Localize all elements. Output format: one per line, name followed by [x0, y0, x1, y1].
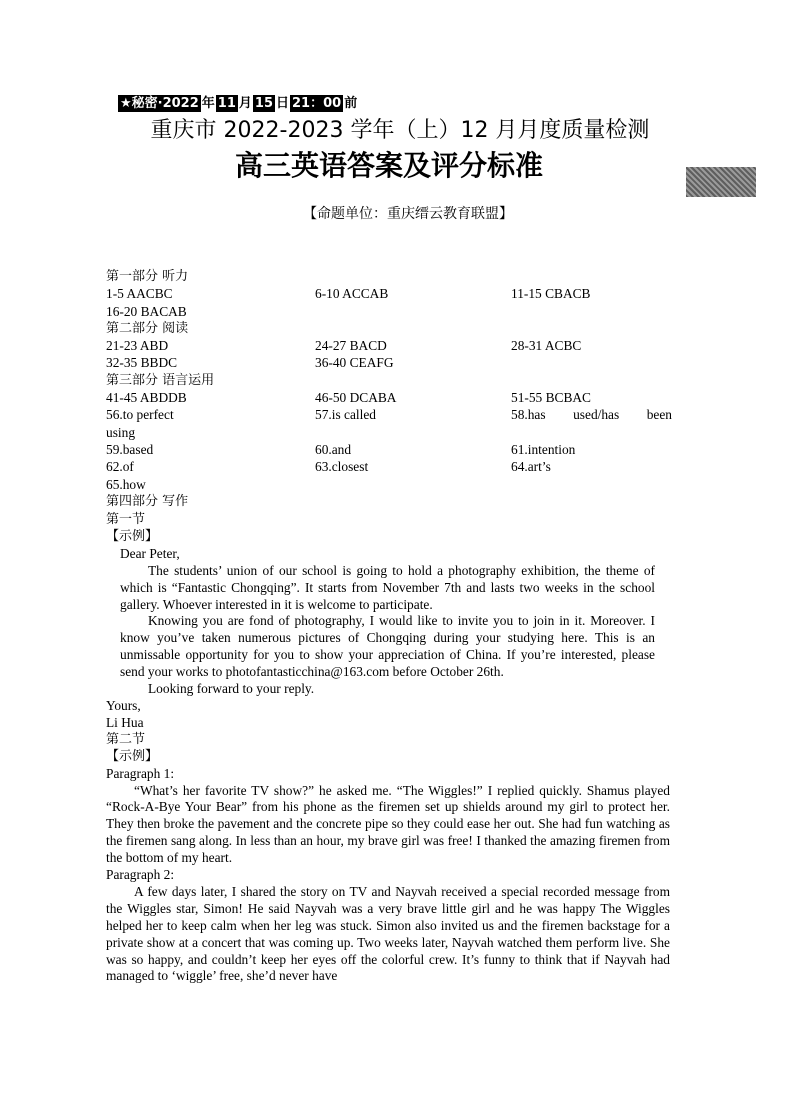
- answer-cell: 61.intention: [511, 441, 576, 457]
- letter-closing: Yours,: [106, 697, 141, 713]
- document-title: 高三英语答案及评分标准: [234, 149, 543, 182]
- answer-cell: 62.of: [106, 459, 134, 475]
- answer-word: 58.has: [511, 407, 546, 423]
- subsection-heading: 第一节: [106, 512, 146, 527]
- answer-cell: 21-23 ABD: [106, 338, 169, 354]
- confidential-part: 月: [238, 96, 252, 111]
- answer-cell: 65.how: [106, 476, 146, 492]
- sample-letter: [106, 546, 670, 698]
- answer-row: [106, 303, 672, 320]
- subsection-heading: 第二节: [106, 731, 146, 747]
- section-heading: 第二部分 阅读: [106, 320, 189, 336]
- story-paragraph: A few days later, I shared the story on TV and Nayvah received a special recorded message from the Wiggles star, Simon! He said Nayvah was a very brave little girl and he was happy The Wiggles helped her to keep calm when her leg was stuck. Simon also invited us and the firemen backstage for a private show at a concert that was coming up. Two weeks later, Nayvah watched them perform live. She was so happy, and couldn’t keep her eyes off the colorful crew. It’s funny to think that if Nayvah had managed to ‘wiggle’ free, she’d never have: [106, 883, 670, 984]
- answer-cell: 64.art’s: [511, 459, 551, 475]
- answer-cell: 41-45 ABDDB: [106, 390, 187, 406]
- confidential-part: ★秘密·2022: [120, 96, 199, 111]
- answer-row: [106, 285, 672, 302]
- answer-cell: 11-15 CBACB: [511, 286, 591, 302]
- letter-salutation: Dear Peter,: [120, 545, 180, 561]
- answer-cell: 63.closest: [315, 459, 369, 475]
- story-paragraph: “What’s her favorite TV show?” he asked me. “The Wiggles!” I replied quickly. Shamus played “Rock-A-Bye Your Bear” from his phone as the firemen set up shields around my girl to protect her. They then broke the pavement and the concrete pipe so they could ease her out. She had fun watching as the firemen sang along. In less than an hour, my brave girl was free! I thanked the amazing firemen from the bottom of my heart.: [106, 782, 670, 866]
- answer-cell: 60.and: [315, 441, 352, 457]
- answer-cell: 32-35 BBDC: [106, 355, 178, 371]
- answer-cell: [511, 406, 672, 423]
- answer-word: been: [646, 407, 672, 423]
- answer-cell: 57.is called: [315, 407, 376, 423]
- letter-signature: Li Hua: [106, 714, 144, 730]
- answer-cell: 51-55 BCBAC: [511, 390, 591, 406]
- confidential-part: 日: [276, 96, 290, 111]
- watermark-stamp: [686, 167, 756, 197]
- confidential-part: 15: [254, 96, 273, 111]
- paragraph-label: Paragraph 2:: [106, 867, 175, 883]
- issuing-unit: 【命题单位：重庆缙云教育联盟】: [303, 206, 513, 222]
- confidential-part: 前: [344, 96, 358, 111]
- answer-row: [106, 337, 672, 354]
- answer-cell: 56.to perfect: [106, 407, 174, 423]
- answer-cell: 36-40 CEAFG: [315, 355, 394, 371]
- confidential-part: 11: [217, 96, 236, 111]
- answer-row: [106, 458, 672, 475]
- answer-cell: 16-20 BACAB: [106, 303, 187, 319]
- sample-label: 【示例】: [106, 528, 159, 544]
- confidential-part: 年: [201, 96, 215, 111]
- answer-row: [106, 354, 672, 371]
- answer-row: [106, 406, 672, 423]
- confidential-part: 21：00: [292, 96, 342, 111]
- confidential-notice: [118, 95, 358, 112]
- section-heading: 第三部分 语言运用: [106, 372, 215, 388]
- letter-paragraph: Knowing you are fond of photography, I would like to invite you to join in it. Moreover. I know you’ve taken numerous pictures of Chongqing during your studying here. This is an unmissable opportunity for you to show your appreciation of China. If you’re interested, please send your works to photofantasticchina@163.com before October 26th.: [120, 613, 655, 680]
- answer-row: [106, 389, 672, 406]
- paragraph-label: Paragraph 1:: [106, 765, 175, 781]
- answer-cell: 46-50 DCABA: [315, 390, 397, 406]
- answer-cell: 28-31 ACBC: [511, 338, 582, 354]
- answer-cell: 59.based: [106, 441, 154, 457]
- answer-cell: 1-5 AACBC: [106, 286, 173, 302]
- answer-key: [106, 268, 672, 510]
- answer-word: used/has: [573, 407, 620, 423]
- answer-wrap: using: [106, 424, 136, 440]
- answer-cell: 24-27 BACD: [315, 338, 387, 354]
- letter-paragraph: Looking forward to your reply.: [148, 681, 315, 697]
- letter-paragraph: The students’ union of our school is going to hold a photography exhibition, the theme of which is “Fantastic Chongqing”. It starts from November 7th and lasts two weeks in the school gallery. Whoever interested in it is welcome to participate.: [120, 562, 655, 612]
- writing-samples: [106, 512, 670, 985]
- answer-cell: 6-10 ACCAB: [315, 286, 389, 302]
- answer-row: [106, 441, 672, 458]
- section-heading: 第四部分 写作: [106, 493, 189, 509]
- sample-label: 【示例】: [106, 748, 159, 764]
- section-heading: 第一部分 听力: [106, 269, 189, 284]
- exam-title: 重庆市 2022-2023 学年（上）12 月月度质量检测: [150, 118, 650, 143]
